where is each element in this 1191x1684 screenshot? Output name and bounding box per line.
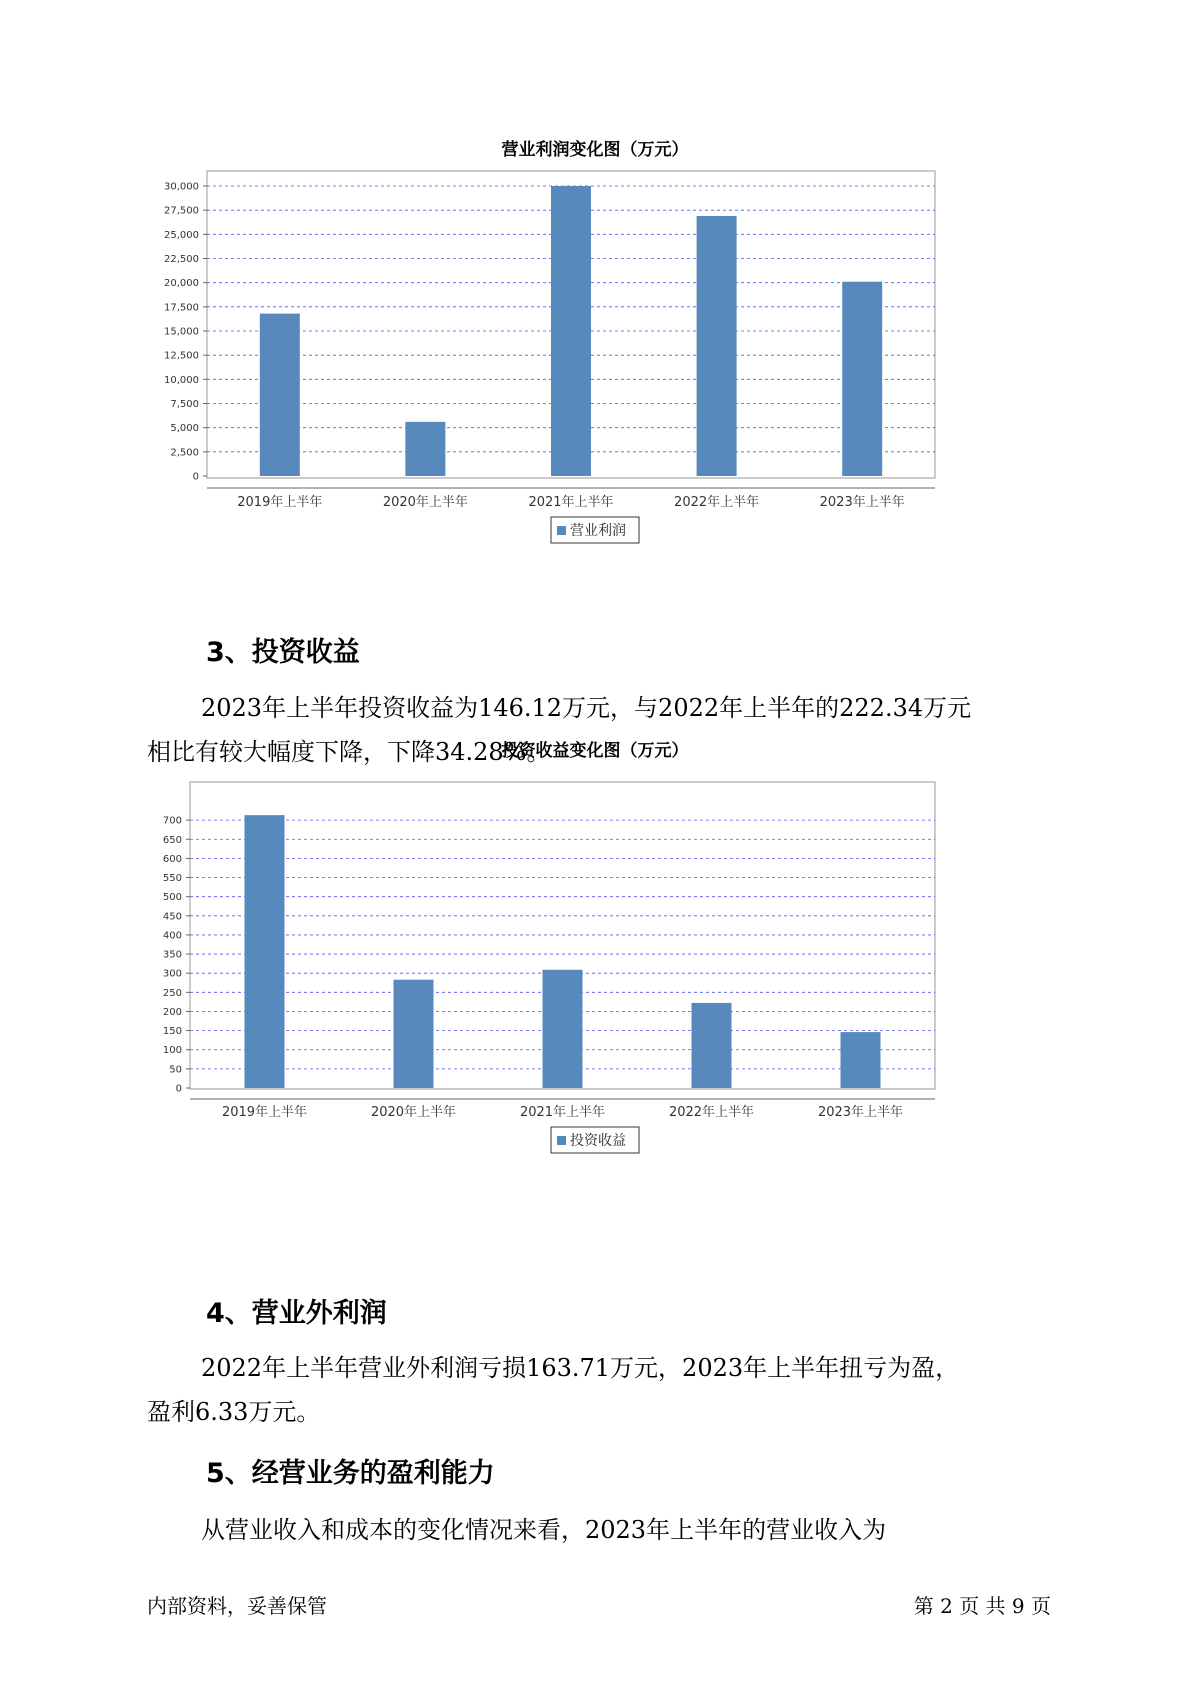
- inv-ytick-label: 650: [162, 834, 182, 846]
- op-legend-label: 营业利润: [570, 523, 626, 539]
- inv-legend-label: 投资收益: [570, 1133, 626, 1149]
- op-category-label: 2020年上半年: [382, 495, 468, 510]
- op-legend-swatch: [557, 526, 566, 535]
- op-ytick-label: 25,000: [164, 229, 199, 241]
- inv-category-label: 2021年上半年: [519, 1105, 606, 1120]
- section-5-heading: 5、经营业务的盈利能力: [206, 1458, 495, 1489]
- inv-category-label: 2022年上半年: [668, 1105, 755, 1120]
- inv-category-label: 2019年上半年: [221, 1105, 308, 1120]
- operating-profit-chart-svg: [150, 140, 1040, 595]
- inv-ytick-label: 450: [162, 911, 182, 923]
- op-ytick-label: 5,000: [170, 423, 199, 435]
- op-ytick-label: 20,000: [164, 278, 199, 290]
- section-3-line-2: 相比有较大幅度下降，下降34.28%。: [147, 738, 551, 766]
- inv-ytick-label: 400: [162, 930, 182, 942]
- section-3-line-1: 2023年上半年投资收益为146.12万元，与2022年上半年的222.34万元: [201, 694, 972, 722]
- op-ytick-label: 2,500: [170, 447, 199, 459]
- inv-bar: [543, 970, 583, 1088]
- op-ytick-label: 22,500: [164, 254, 199, 265]
- op-ytick-label: 10,000: [164, 374, 199, 386]
- section-4-line-2: 盈利6.33万元。: [147, 1398, 321, 1426]
- section-4-heading: 4、营业外利润: [206, 1298, 387, 1329]
- section-4-line-1: 2022年上半年营业外利润亏损163.71万元，2023年上半年扭亏为盈，: [201, 1354, 960, 1382]
- section-4-paragraph: [147, 1346, 1047, 1434]
- op-bar: [551, 186, 591, 476]
- op-bar: [260, 314, 300, 476]
- inv-ytick-label: 200: [162, 1006, 182, 1018]
- op-category-label: 2023年上半年: [819, 495, 905, 510]
- op-bar: [842, 282, 882, 476]
- inv-ytick-label: 350: [162, 949, 182, 961]
- inv-chart-title: 投资收益变化图（万元）: [501, 741, 689, 761]
- inv-ytick-label: 50: [169, 1064, 182, 1076]
- op-category-label: 2019年上半年: [237, 495, 323, 510]
- inv-bar: [692, 1003, 732, 1088]
- op-category-label: 2022年上半年: [674, 495, 760, 510]
- inv-bar: [394, 980, 434, 1088]
- inv-category-label: 2023年上半年: [817, 1105, 904, 1120]
- inv-ytick-label: 0: [175, 1083, 182, 1095]
- op-legend: [551, 517, 639, 543]
- inv-ytick-label: 250: [162, 987, 182, 999]
- inv-ytick-label: 550: [162, 873, 182, 885]
- inv-ytick-label: 300: [162, 968, 182, 980]
- inv-ytick-label: 100: [162, 1045, 182, 1057]
- operating-profit-chart: [150, 140, 1040, 595]
- op-ytick-label: 0: [192, 471, 199, 483]
- inv-bar: [841, 1032, 881, 1088]
- page-number: 第 2 页 共 9 页: [913, 1594, 1051, 1618]
- inv-legend: [551, 1127, 639, 1153]
- inv-ytick-label: 600: [162, 853, 182, 865]
- section-3-heading: 3、投资收益: [206, 637, 360, 668]
- inv-category-label: 2020年上半年: [370, 1105, 457, 1120]
- op-ytick-label: 17,500: [164, 302, 199, 314]
- inv-bar: [245, 815, 285, 1088]
- section-5-paragraph: [147, 1508, 1047, 1552]
- op-ytick-label: 7,500: [170, 399, 199, 410]
- op-chart-title: 营业利润变化图（万元）: [501, 140, 689, 160]
- inv-legend-swatch: [557, 1136, 566, 1145]
- section-5-line-1: 从营业收入和成本的变化情况来看，2023年上半年的营业收入为: [201, 1516, 887, 1544]
- op-ytick-label: 15,000: [164, 326, 199, 338]
- op-category-label: 2021年上半年: [528, 495, 614, 510]
- inv-ytick-label: 500: [162, 892, 182, 904]
- op-ytick-label: 27,500: [164, 205, 199, 217]
- op-bar: [405, 422, 445, 476]
- inv-ytick-label: 150: [162, 1026, 182, 1038]
- inv-ytick-label: 700: [162, 815, 182, 827]
- footer-left: 内部资料，妥善保管: [147, 1594, 327, 1618]
- op-ytick-label: 30,000: [164, 181, 199, 193]
- op-ytick-label: 12,500: [164, 350, 199, 362]
- op-bar: [697, 216, 737, 476]
